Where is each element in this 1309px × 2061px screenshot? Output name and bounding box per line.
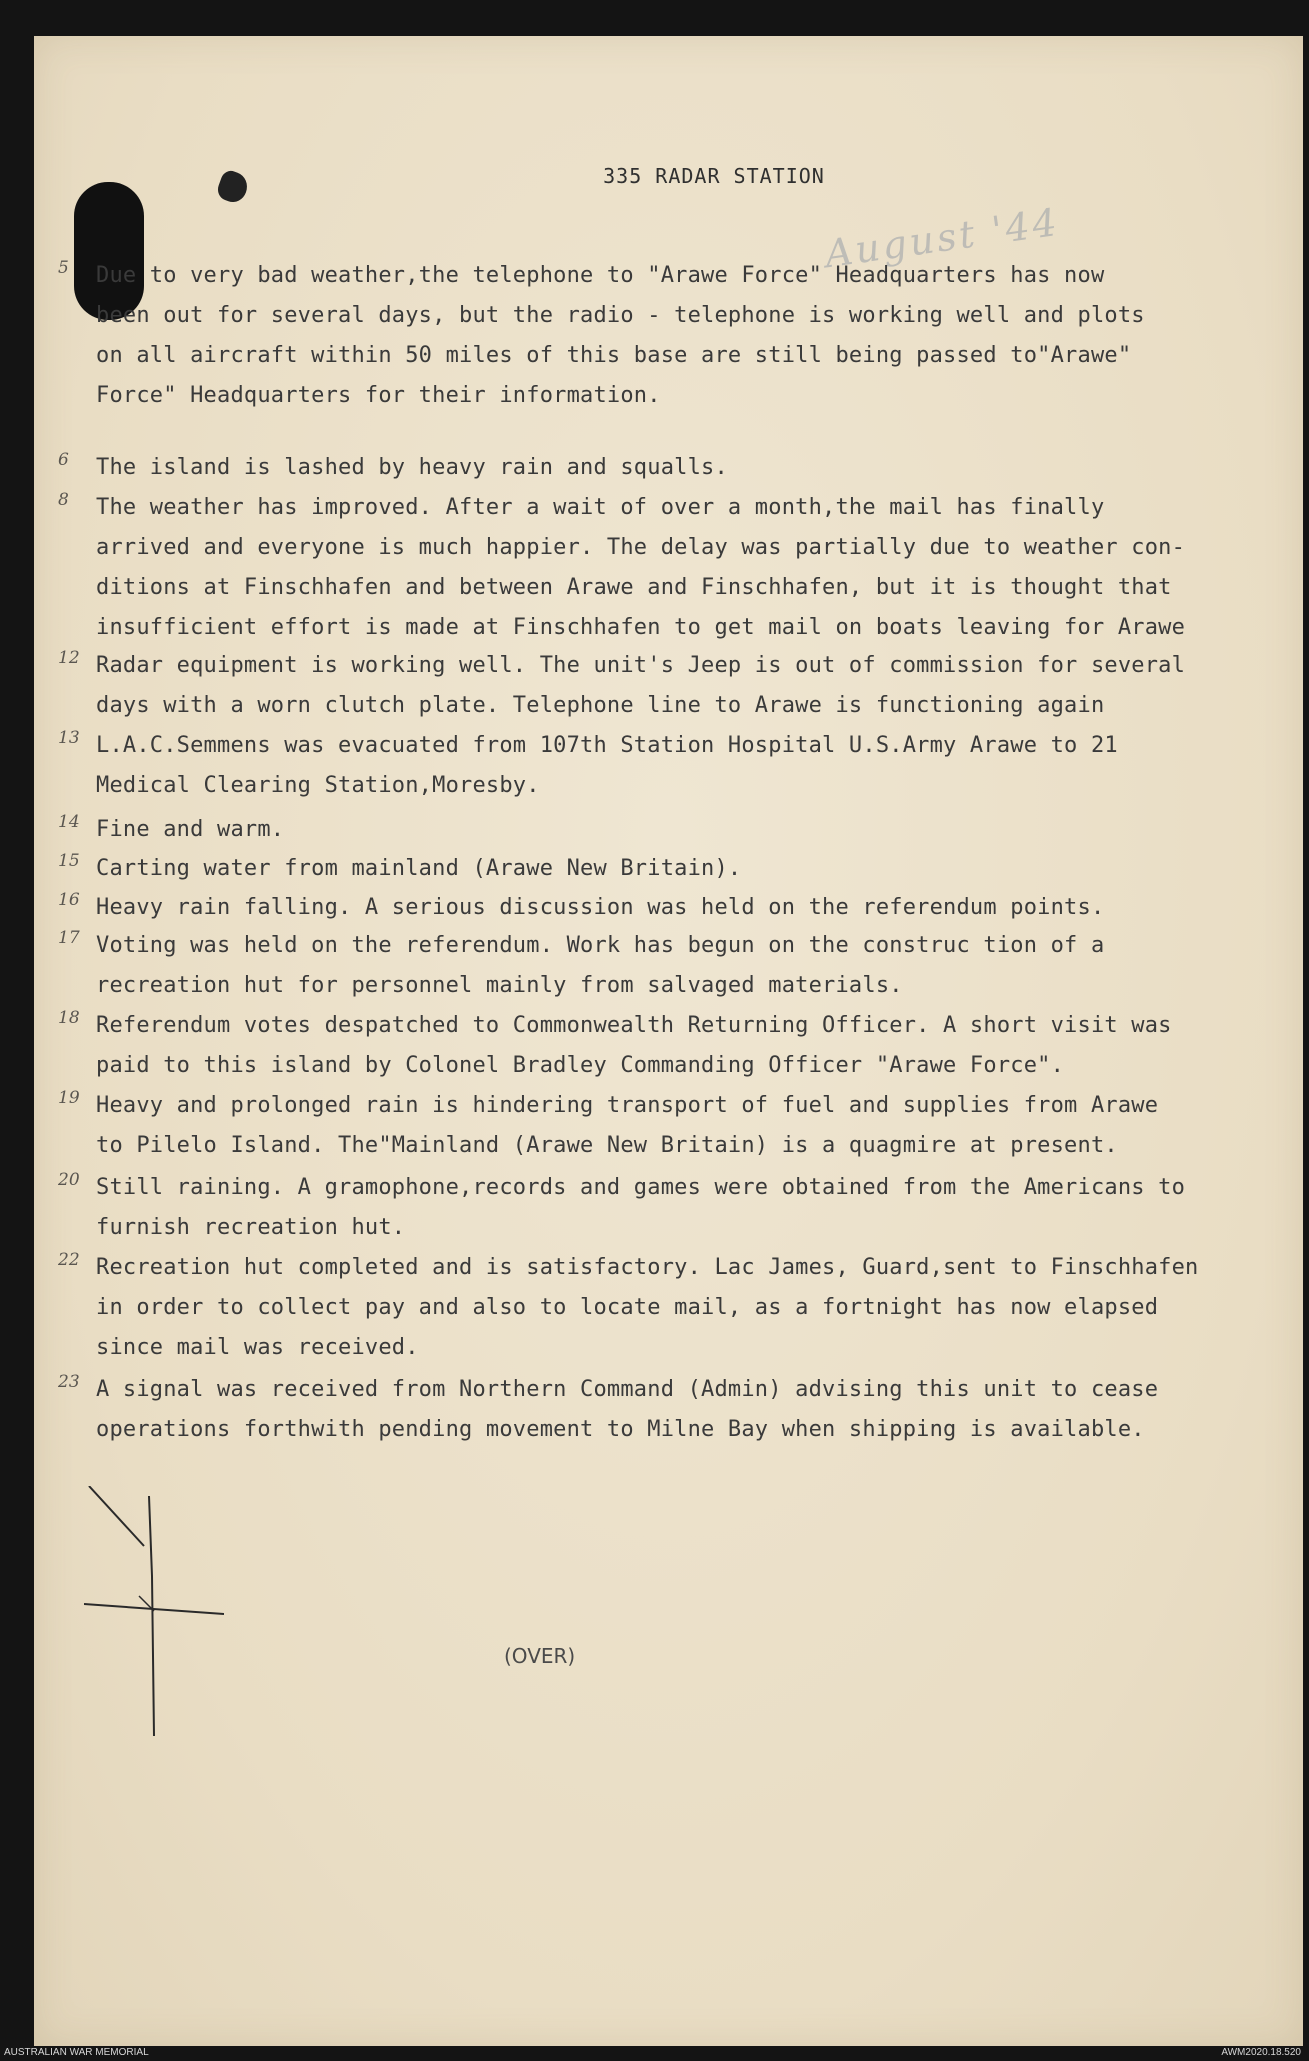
day-number: 14 bbox=[58, 812, 80, 832]
page-title: 335 RADAR STATION bbox=[603, 164, 825, 188]
entry-text: Still raining. A gramophone,records and games were obtained from the Americans to furnish recreation hut. bbox=[96, 1175, 1186, 1240]
entry-text: Fine and warm. bbox=[96, 817, 285, 842]
ink-stain bbox=[215, 168, 252, 206]
entry-text: The island is lashed by heavy rain and squalls. bbox=[96, 455, 728, 480]
footer-credit: AUSTRALIAN WAR MEMORIAL bbox=[4, 2047, 149, 2058]
entry-text: Radar equipment is working well. The unit's Jeep is out of commission for several days with a worn clutch plate. Telephone line to Arawe is functioning again bbox=[96, 653, 1186, 718]
day-number: 20 bbox=[58, 1170, 80, 1190]
day-number: 17 bbox=[58, 928, 80, 948]
day-number: 23 bbox=[58, 1372, 80, 1392]
pen-mark bbox=[84, 1486, 224, 1746]
day-number: 16 bbox=[58, 890, 80, 910]
entry-text: The weather has improved. After a wait of over a month,the mail has finally arrived and everyone is much happier. The delay was partially due to weather con- ditions at Finschhafen and between Arawe and Finschhafen, but it is thought that insufficient effort is made at Finschhafen to get mail on boats leaving for Arawe bbox=[96, 495, 1186, 640]
footer-reference: AWM2020.18.520 bbox=[1221, 2047, 1301, 2058]
entry-text: Heavy rain falling. A serious discussion was held on the referendum points. bbox=[96, 895, 1105, 920]
entry-text: Heavy and prolonged rain is hindering transport of fuel and supplies from Arawe to Pilelo Island. The"Mainland (Arawe New Britain) is a quagmire at present. bbox=[96, 1093, 1159, 1158]
entry-text: Voting was held on the referendum. Work has begun on the construc tion of a recreation hut for personnel mainly from salvaged materials. bbox=[96, 933, 1105, 998]
day-number: 15 bbox=[58, 851, 80, 871]
day-number: 12 bbox=[58, 648, 80, 668]
entry-text: Referendum votes despatched to Commonwealth Returning Officer. A short visit was paid to this island by Colonel Bradley Commanding Officer "Arawe Force". bbox=[96, 1013, 1172, 1078]
day-number: 19 bbox=[58, 1088, 80, 1108]
day-number: 8 bbox=[58, 490, 69, 510]
day-number: 13 bbox=[58, 728, 80, 748]
day-number: 6 bbox=[58, 450, 69, 470]
entry-text: Carting water from mainland (Arawe New Britain). bbox=[96, 856, 742, 881]
pencil-date-note: August '44 bbox=[822, 199, 1063, 277]
entry-text: L.A.C.Semmens was evacuated from 107th Station Hospital U.S.Army Arawe to 21 Medical Clearing Station,Moresby. bbox=[96, 733, 1118, 798]
entry-text: Recreation hut completed and is satisfactory. Lac James, Guard,sent to Finschhafen in order to collect pay and also to locate mail, as a fortnight has now elapsed since mail was received. bbox=[96, 1255, 1199, 1360]
day-number: 22 bbox=[58, 1250, 80, 1270]
day-number: 5 bbox=[58, 258, 69, 278]
entry-text: A signal was received from Northern Command (Admin) advising this unit to cease operations forthwith pending movement to Milne Bay when shipping is available. bbox=[96, 1377, 1159, 1442]
document-page bbox=[34, 36, 1303, 2046]
over-note: (OVER) bbox=[504, 1644, 576, 1668]
day-number: 18 bbox=[58, 1008, 80, 1028]
entry-text: Due to very bad weather,the telephone to "Arawe Force" Headquarters has now been out for several days, but the radio - telephone is working well and plots on all aircraft within 50 miles of this base are still being passed to"Arawe" Force" Headquarters for their information. bbox=[96, 263, 1145, 408]
